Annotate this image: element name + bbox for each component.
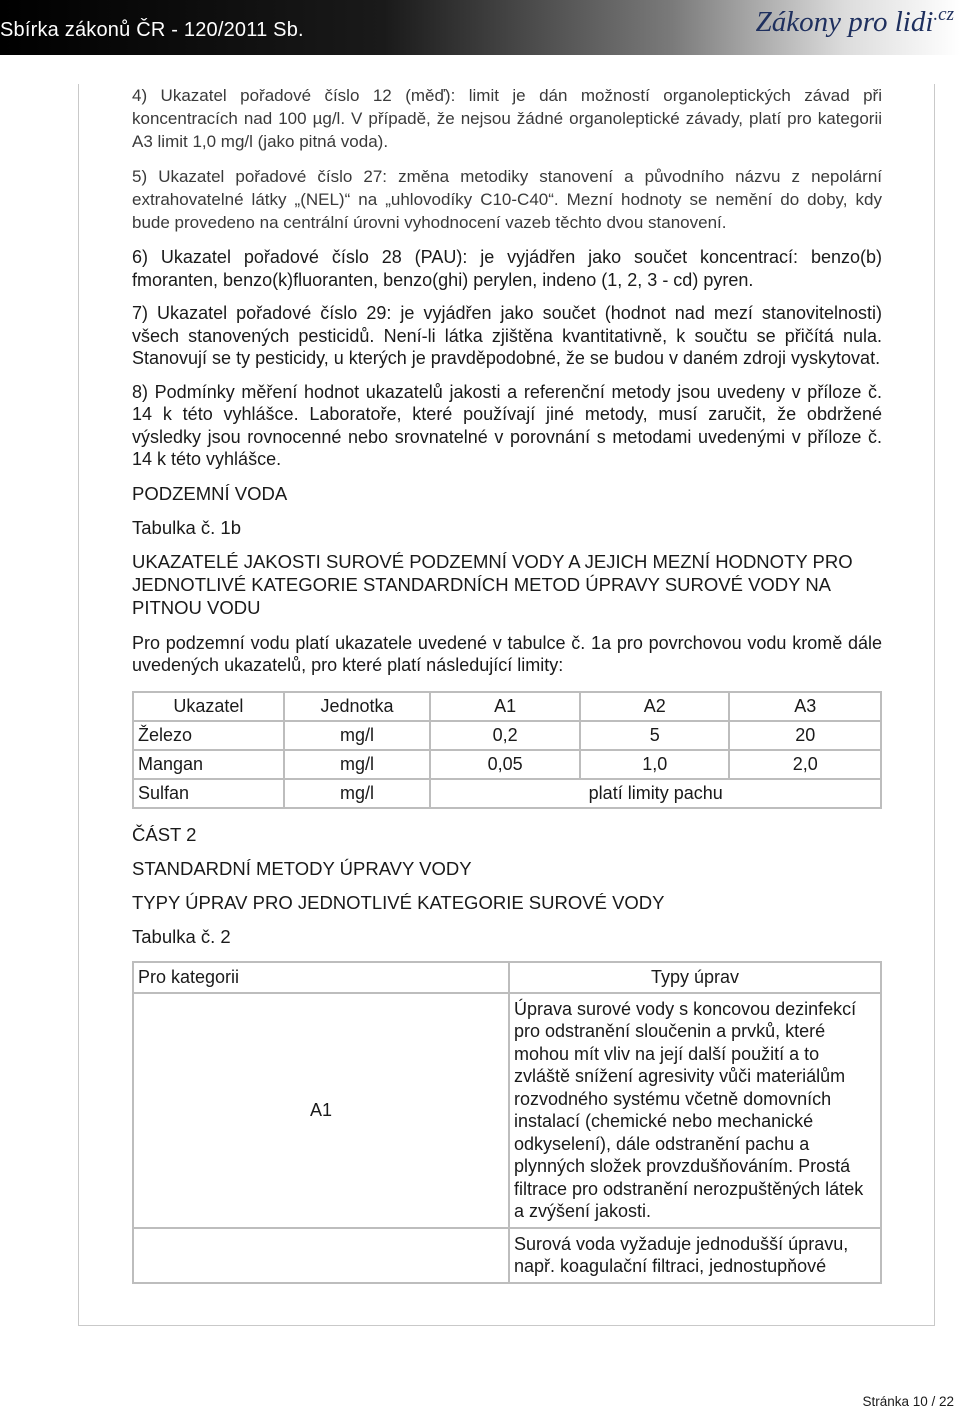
table-2-label: Tabulka č. 2 xyxy=(132,925,231,947)
site-logo[interactable] xyxy=(756,4,954,39)
value-cell: 0,2 xyxy=(430,721,580,750)
unit-cell: mg/l xyxy=(284,779,431,808)
table-1b-title: UKAZATELÉ JAKOSTI SUROVÉ PODZEMNÍ VODY A JEJICH MEZNÍ HODNOTY PRO JEDNOTLIVÉ KATEGORIE STANDARDNÍCH METOD ÚPRAVY SUROVÉ VODY NA PITNOU VODU xyxy=(132,550,853,618)
table-row xyxy=(133,721,881,750)
table-header-row xyxy=(133,962,881,993)
document-title: Sbírka zákonů ČR - 120/2011 Sb. xyxy=(0,19,304,41)
part-2-subtitle: TYPY ÚPRAV PRO JEDNOTLIVÉ KATEGORIE SUROVÉ VODY xyxy=(132,891,665,913)
value-cell: 20 xyxy=(729,721,881,750)
indicator-cell: Mangan xyxy=(133,750,284,779)
table-header-row xyxy=(133,692,881,721)
paragraph-6: 6) Ukazatel pořadové číslo 28 (PAU): je vyjádřen jako součet koncentrací: benzo(b) fmoranten, benzo(k)fluoranten, benzo(ghi) perylen, indeno (1, 2, 3 - cd) pyren. xyxy=(132,247,882,290)
value-cell: 5 xyxy=(580,721,730,750)
header-cell: A1 xyxy=(430,692,580,721)
paragraph-8: 8) Podmínky měření hodnot ukazatelů jakosti a referenční metody jsou uvedeny v příloze č. 14 k této vyhlášce. Laboratoře, které používají jiné metody, musí zaručit, že obdržené výsledky jsou rovnocenné nebo srovnatelné v porovnání s metodami uvedenými v příloze č. 14 k této vyhlášce. xyxy=(132,381,882,469)
value-cell: 0,05 xyxy=(430,750,580,779)
unit-cell: mg/l xyxy=(284,750,431,779)
treatment-cell: Úprava surové vody s koncovou dezinfekcí pro odstranění sloučenin a prvků, které mohou mít vliv na její další použití a to zvláště snížení agresivity vůči materiálům rozvodného systému včetně domovních instalací (chemické nebo mechanické odkyselení), dále odstranění pachu a plynných složek provzdušňováním. Prostá filtrace pro odstranění nerozpuštěných látek a zvýšení jakosti. xyxy=(509,993,881,1228)
part-2-heading: ČÁST 2 xyxy=(132,823,197,845)
logo-suffix: .cz xyxy=(933,4,954,25)
indicator-cell: Železo xyxy=(133,721,284,750)
table-1b-label: Tabulka č. 1b xyxy=(132,516,242,538)
header-cell: Ukazatel xyxy=(133,692,284,721)
part-2-title: STANDARDNÍ METODY ÚPRAVY VODY xyxy=(132,857,472,879)
logo-text: Zákony pro lidi xyxy=(755,6,934,38)
header-cell: Jednotka xyxy=(284,692,431,721)
header-cell: Typy úprav xyxy=(509,962,881,993)
document-body xyxy=(132,84,882,1284)
table-row xyxy=(133,993,881,1228)
value-cell: 1,0 xyxy=(580,750,730,779)
header-cell: A2 xyxy=(580,692,730,721)
header-cell: Pro kategorii xyxy=(133,962,509,993)
table-row xyxy=(133,779,881,808)
limits-table xyxy=(132,691,882,809)
groundwater-intro: Pro podzemní vodu platí ukazatele uvedené v tabulce č. 1a pro povrchovou vodu kromě dále uvedených ukazatelů, pro které platí následující limity: xyxy=(132,632,882,675)
page-header xyxy=(0,0,960,55)
value-cell: 2,0 xyxy=(729,750,881,779)
note-5: 5) Ukazatel pořadové číslo 27: změna metodiky stanovení a původního názvu z nepolární extrahovatelné látky „(NEL)“ na „uhlovodíky C10-C40“. Mezní hodnoty se nemění do doby, kdy bude provedeno na centrální úrovni vyhodnocení vazeb těchto dvou stanovení. xyxy=(132,167,882,232)
treatment-cell: Surová voda vyžaduje jednodušší úpravu, např. koagulační filtraci, jednostupňové xyxy=(509,1228,881,1283)
unit-cell: mg/l xyxy=(284,721,431,750)
table-row xyxy=(133,1228,881,1283)
header-cell: A3 xyxy=(729,692,881,721)
groundwater-heading: PODZEMNÍ VODA xyxy=(132,482,288,504)
treatment-types-table xyxy=(132,961,882,1284)
value-cell: platí limity pachu xyxy=(430,779,881,808)
page-number: Stránka 10 / 22 xyxy=(862,1394,954,1409)
indicator-cell: Sulfan xyxy=(133,779,284,808)
paragraph-7: 7) Ukazatel pořadové číslo 29: je vyjádřen jako součet (hodnot nad mezí stanovitelnosti) všech stanovených pesticidů. Není-li látka zjištěna kvantitativně, k součtu se přičítá nula. Stanovují se ty pesticidy, u kterých je pravděpodobné, že se budou v daném zdroji vyskytovat. xyxy=(132,303,882,368)
category-cell xyxy=(133,1228,509,1283)
table-row xyxy=(133,750,881,779)
note-4: 4) Ukazatel pořadové číslo 12 (měď): limit je dán možností organoleptických závad při koncentracích nad 100 µg/l. V případě, že nejsou žádné organoleptické závady, platí pro kategorii A3 limit 1,0 mg/l (jako pitná voda). xyxy=(132,86,882,151)
category-cell: A1 xyxy=(133,993,509,1228)
